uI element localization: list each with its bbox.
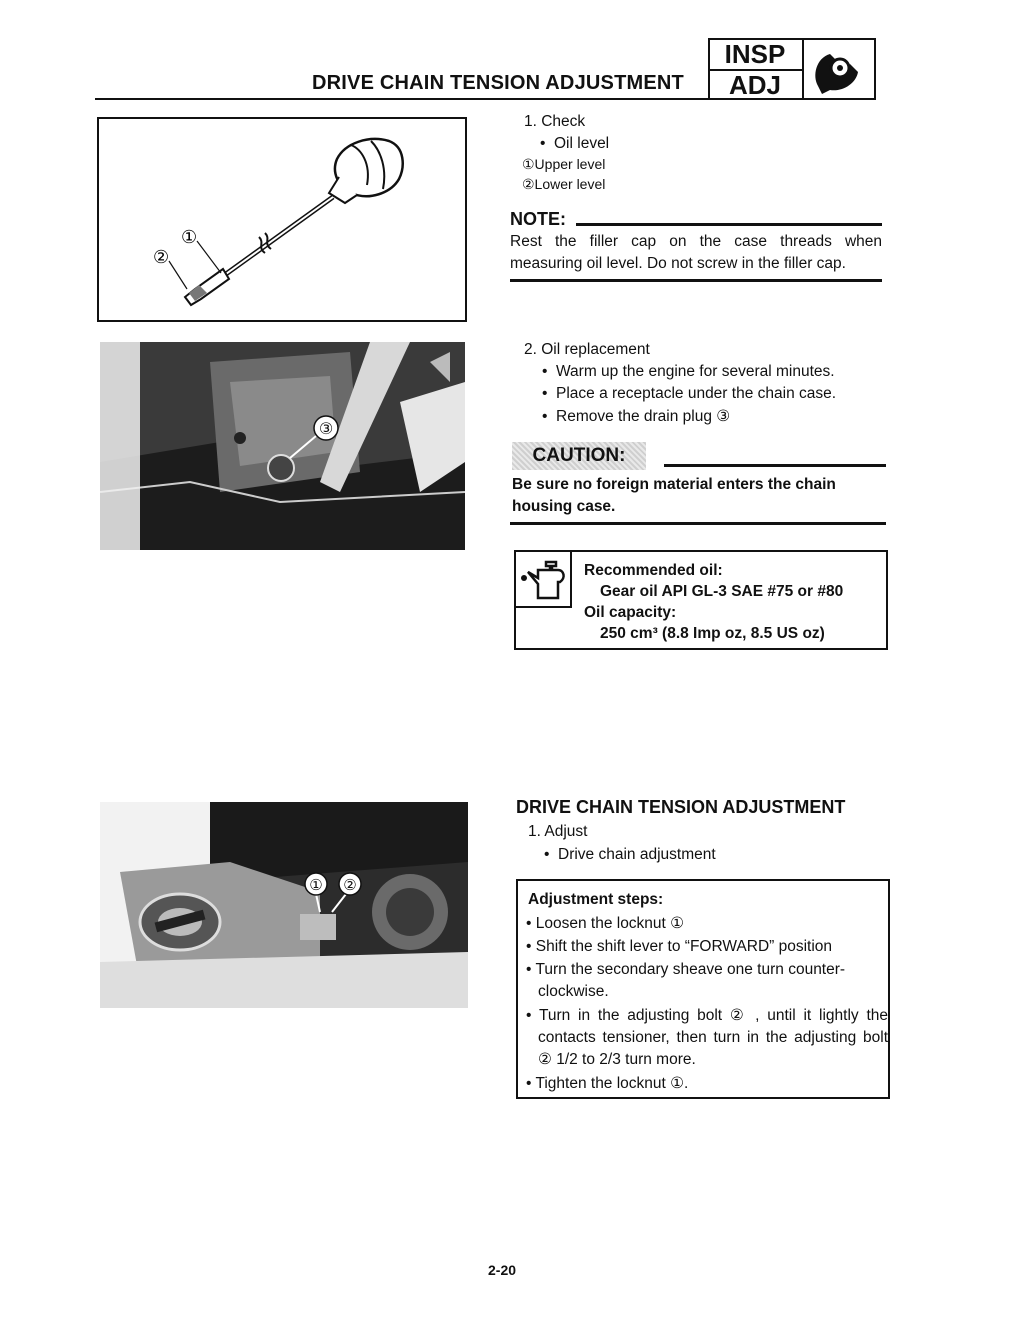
recommended-oil-box — [514, 550, 888, 650]
step-item-2: • Shift the shift lever to “FORWARD” position — [526, 938, 833, 955]
note-text: Rest the filler cap on the case threads when measuring oil level. Do not screw in the filler cap. — [510, 233, 882, 272]
page-number: 2-20 — [488, 1262, 517, 1278]
rec-oil-value: Gear oil API GL-3 SAE #75 or #80 — [600, 583, 844, 600]
caution-text: Be sure no foreign material enters the chain housing case. — [512, 476, 836, 515]
note-rule — [576, 223, 882, 226]
bullet-oil-level: • Oil level — [540, 133, 609, 155]
insp-adj-badge — [708, 38, 876, 100]
step-adjust: 1. Adjust — [528, 823, 588, 840]
step-item-3: • Turn the secondary sheave one turn counter-clockwise. — [526, 961, 846, 1000]
badge-insp-label: INSP — [724, 39, 786, 69]
caution-bottom-rule — [510, 522, 886, 525]
callout-3: ③ — [318, 419, 334, 438]
callout-2: ② — [153, 247, 170, 268]
note-label: NOTE: — [510, 209, 566, 229]
callout-1: ① — [181, 227, 198, 248]
rec-oil-label: Recommended oil: — [584, 562, 723, 579]
callout-2: ② — [343, 876, 357, 894]
page-title: DRIVE CHAIN TENSION ADJUSTMENT — [312, 72, 684, 94]
replacement-bullet-3: • Remove the drain plug ③ — [542, 406, 730, 428]
replacement-bullet-1: • Warm up the engine for several minutes. — [542, 361, 835, 383]
step-check: 1. Check — [524, 113, 586, 130]
drain-plug-photo-drawing — [100, 342, 465, 550]
dipstick-figure — [97, 117, 467, 322]
lower-level-label: ②Lower level — [522, 176, 606, 192]
upper-level-label: ①Upper level — [522, 156, 606, 172]
oil-capacity-value: 250 cm³ (8.8 Imp oz, 8.5 US oz) — [600, 625, 825, 642]
wrench-icon — [808, 46, 872, 94]
note-bottom-rule — [510, 279, 882, 282]
step-oil-replacement: 2. Oil replacement — [524, 341, 650, 358]
dipstick-illustration — [99, 119, 465, 320]
bullet-drive-chain-adjustment: • Drive chain adjustment — [544, 844, 716, 866]
callout-1: ① — [309, 876, 323, 894]
caution-rule — [664, 464, 886, 467]
chain-adjust-photo — [100, 802, 468, 1008]
drain-plug-photo — [100, 342, 465, 550]
step-item-5: • Tighten the locknut ①. — [526, 1075, 689, 1092]
steps-title: Adjustment steps: — [528, 891, 664, 908]
adjustment-steps-box — [516, 879, 890, 1099]
chain-adjust-photo-drawing — [100, 802, 468, 1008]
section-title: DRIVE CHAIN TENSION ADJUSTMENT — [516, 797, 846, 817]
oil-capacity-label: Oil capacity: — [584, 604, 677, 621]
step-item-4: • Turn in the adjusting bolt ② , until it lightly the contacts tensioner, then turn in the adjusting bolt ② 1/2 to 2/3 turn more. — [526, 1007, 888, 1068]
oil-can-icon — [516, 552, 572, 608]
step-item-1: • Loosen the locknut ① — [526, 915, 685, 932]
caution-label: CAUTION: — [512, 442, 646, 470]
replacement-bullet-2: • Place a receptacle under the chain case. — [542, 383, 836, 405]
badge-adj-label: ADJ — [728, 70, 781, 100]
